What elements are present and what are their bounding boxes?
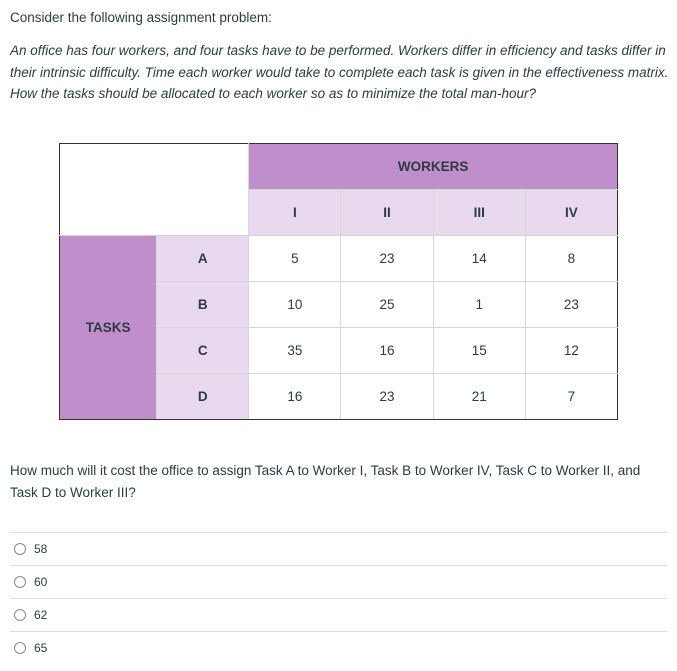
matrix-cell: 12 (525, 328, 617, 374)
radio-button[interactable] (14, 576, 26, 588)
worker-header-3: III (433, 190, 525, 236)
answer-option-label: 65 (34, 641, 48, 655)
matrix-cell: 35 (249, 328, 341, 374)
workers-header: WORKERS (249, 144, 618, 190)
matrix-cell: 23 (341, 374, 433, 420)
matrix-cell: 5 (249, 236, 341, 282)
answer-option-label: 62 (34, 608, 48, 622)
matrix-cell: 7 (525, 374, 617, 420)
answer-option-label: 58 (34, 542, 48, 556)
matrix-cell: 8 (525, 236, 617, 282)
intro-text: Consider the following assignment problem: (10, 10, 272, 25)
worker-header-4: IV (525, 190, 617, 236)
answer-option-2[interactable] (10, 565, 667, 598)
matrix-corner (60, 144, 249, 236)
task-label-a: A (157, 236, 249, 282)
answer-option-3[interactable] (10, 598, 667, 631)
task-label-c: C (157, 328, 249, 374)
effectiveness-matrix (59, 143, 618, 420)
worker-header-1: I (249, 190, 341, 236)
matrix-cell: 1 (433, 282, 525, 328)
answer-option-label: 60 (34, 575, 48, 589)
radio-button[interactable] (14, 642, 26, 654)
matrix-cell: 23 (525, 282, 617, 328)
matrix-cell: 25 (341, 282, 433, 328)
matrix-cell: 21 (433, 374, 525, 420)
matrix-cell: 16 (249, 374, 341, 420)
task-label-b: B (157, 282, 249, 328)
matrix-cell: 23 (341, 236, 433, 282)
matrix-cell: 16 (341, 328, 433, 374)
task-label-d: D (157, 374, 249, 420)
answer-option-1[interactable] (10, 532, 667, 565)
answer-option-4[interactable] (10, 631, 667, 664)
radio-button[interactable] (14, 609, 26, 621)
problem-statement: An office has four workers, and four tasks have to be performed. Workers differ in efficiency and tasks differ in their intrinsic difficulty. Time each worker would take to complete each task is given in the effectiveness matrix. How the tasks should be allocated to each worker so as to minimize the total man-hour? (10, 43, 669, 101)
worker-header-2: II (341, 190, 433, 236)
radio-button[interactable] (14, 543, 26, 555)
matrix-cell: 14 (433, 236, 525, 282)
question-text: How much will it cost the office to assign Task A to Worker I, Task B to Worker IV, Task C to Worker II, and Task D to Worker III? (10, 463, 641, 500)
answer-options (10, 532, 667, 664)
tasks-header: TASKS (60, 236, 157, 420)
matrix-cell: 10 (249, 282, 341, 328)
matrix-cell: 15 (433, 328, 525, 374)
